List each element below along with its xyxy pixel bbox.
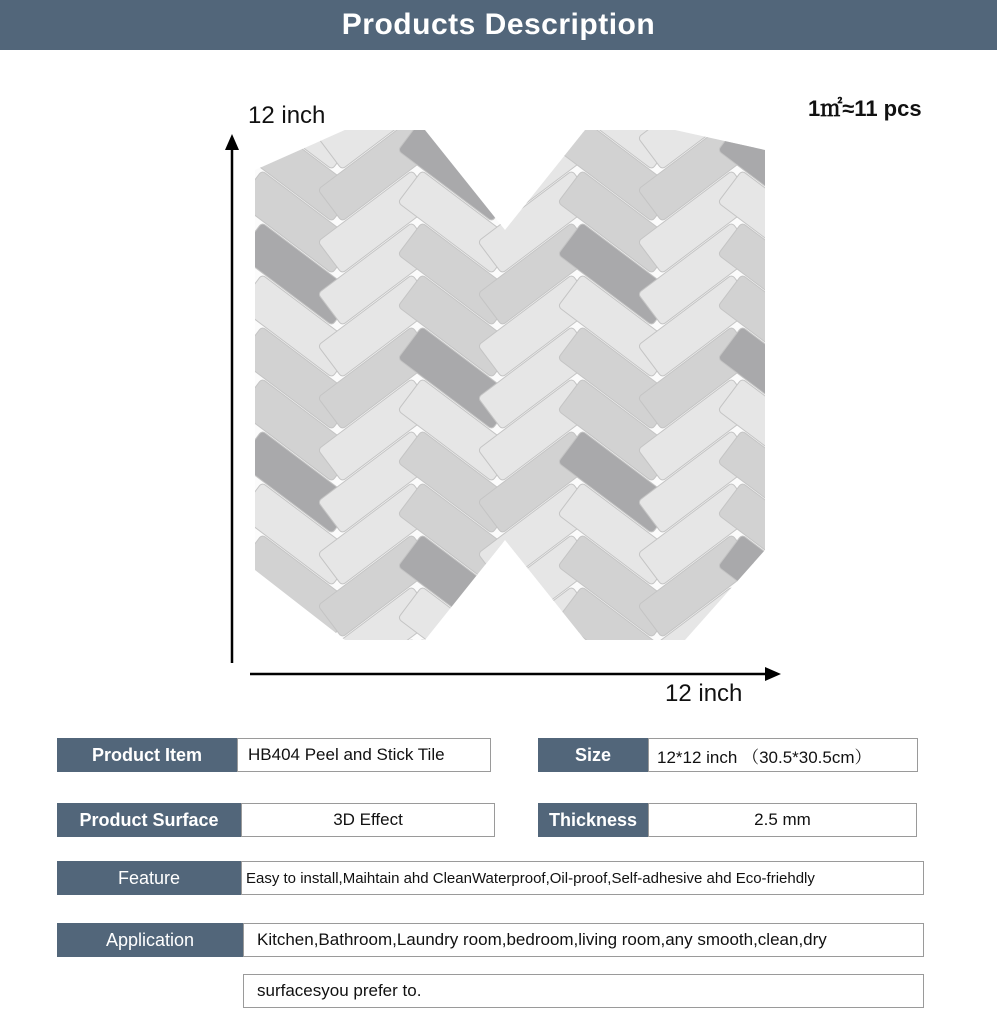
feature-label: Feature (57, 861, 241, 895)
herringbone-pieces (255, 130, 765, 640)
application-label: Application (57, 923, 243, 957)
horizontal-dimension-label: 12 inch (665, 680, 743, 707)
header-banner (0, 0, 997, 50)
tile-piece (478, 639, 596, 640)
feature-value: Easy to install,Maihtain ahd CleanWaterproof,Oil-proof,Self-adhesive ahd Eco-friehdly (241, 861, 924, 895)
tile-mosaic (255, 130, 765, 640)
product-item-label: Product Item (57, 738, 237, 772)
vertical-dimension-label: 12 inch (248, 102, 326, 129)
page-title: Products Description (341, 8, 656, 41)
vertical-arrow-head (225, 134, 239, 150)
thickness-label: Thickness (538, 803, 648, 837)
tile-piece (255, 639, 356, 640)
thickness-value: 2.5 mm (648, 803, 917, 837)
tile-piece (718, 639, 765, 640)
coverage-note: 1㎡≈11 pcs (808, 96, 922, 121)
horizontal-arrow-head (765, 667, 781, 681)
product-surface-value: 3D Effect (241, 803, 495, 837)
application-value-line1: Kitchen,Bathroom,Laundry room,bedroom,living room,any smooth,clean,dry (243, 923, 924, 957)
product-surface-label: Product Surface (57, 803, 241, 837)
size-label: Size (538, 738, 648, 772)
tile-sample-image (255, 130, 765, 640)
application-value-line2: surfacesyou prefer to. (243, 974, 924, 1008)
product-item-value: HB404 Peel and Stick Tile (237, 738, 491, 772)
size-value: 12*12 inch （30.5*30.5cm） (648, 738, 918, 772)
